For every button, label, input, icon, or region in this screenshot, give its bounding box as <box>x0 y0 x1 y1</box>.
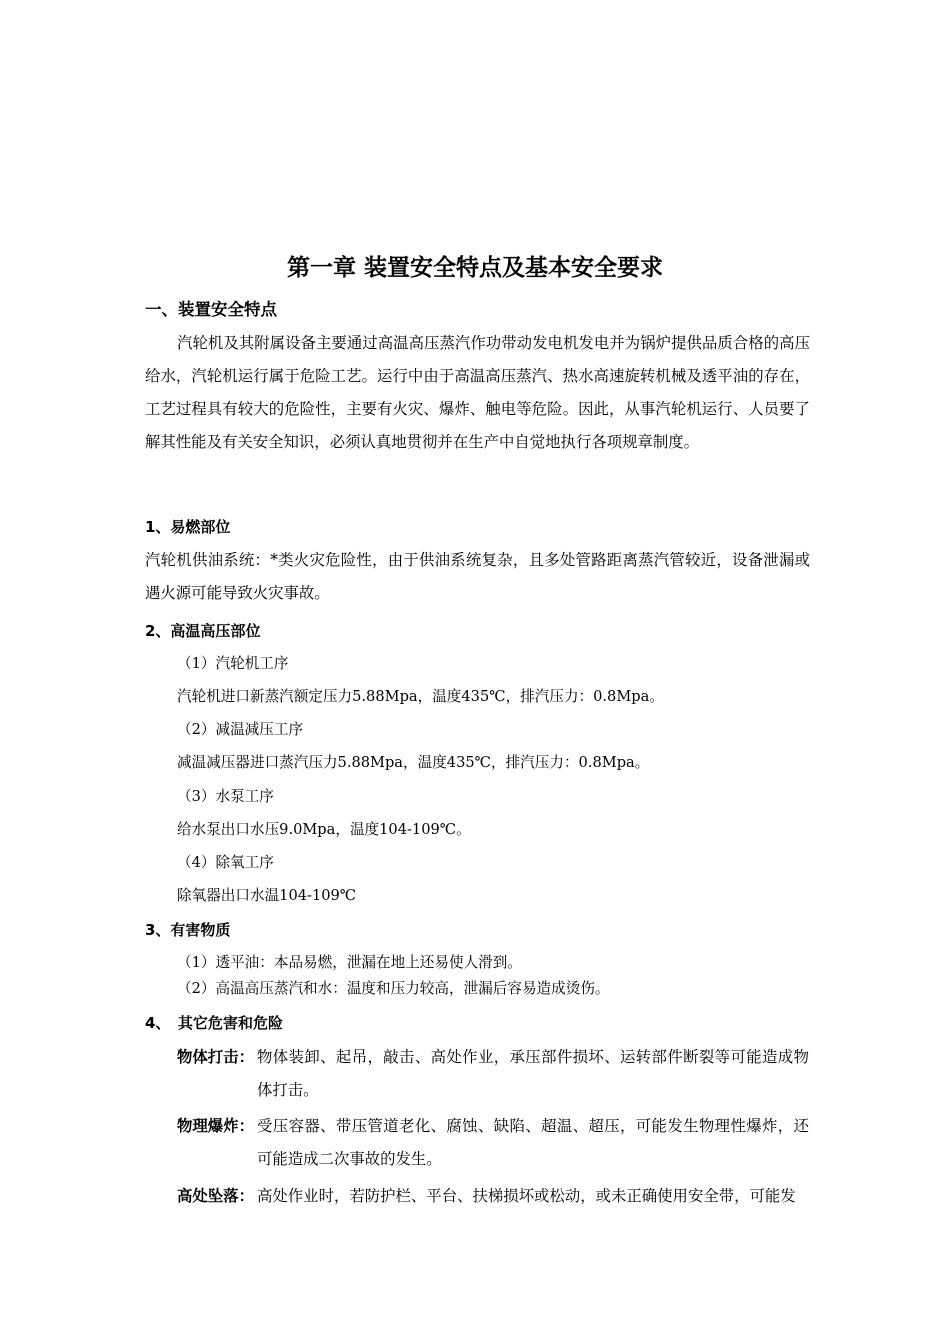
section-heading-safety-features: 一、装置安全特点 <box>145 300 277 319</box>
item-label-pump: （3）水泵工序 <box>177 788 274 805</box>
item-detail-turbine: 汽轮机进口新蒸汽额定压力5.88Mpa，温度435℃，排汽压力：0.8Mpa。 <box>177 688 664 705</box>
chapter-title: 第一章 装置安全特点及基本安全要求 <box>286 255 663 281</box>
flammable-paragraph: 汽轮机供油系统：*类火灾危险性，由于供油系统复杂，且多处管路距离蒸汽管较近，设备泄漏或遇火源可能导致火灾事故。 <box>145 551 810 602</box>
heading-other-hazards: 4、 其它危害和危险 <box>145 1014 283 1032</box>
intro-paragraph: 汽轮机及其附属设备主要通过高温高压蒸汽作功带动发电机发电并为锅炉提供品质合格的高压给水，汽轮机运行属于危险工艺。运行中由于高温高压蒸汽、热水高速旋转机械及透平油的存在，工艺过程具有较大的危险性，主要有火灾、爆炸、触电等危险。因此，从事汽轮机运行、人员要了解其性能及有关安全知识，必须认真地贯彻并在生产中自觉地执行各项规章制度。 <box>145 334 810 451</box>
heading-flammable-parts: 1、易燃部位 <box>145 518 231 536</box>
harmful-item-turbine-oil: （1）透平油：本品易燃，泄漏在地上还易使人滑到。 <box>177 954 522 971</box>
item-detail-deaerator: 除氧器出口水温104-109℃ <box>177 887 357 904</box>
hazard-fall-from-height <box>177 1180 809 1213</box>
hazard-label: 物理爆炸： <box>177 1117 254 1135</box>
item-label-desuperheater: （2）减温减压工序 <box>177 721 304 738</box>
item-detail-desuperheater: 减温减压器进口蒸汽压力5.88Mpa，温度435℃，排汽压力：0.8Mpa。 <box>177 754 650 771</box>
heading-harmful-substances: 3、有害物质 <box>145 921 231 939</box>
hazard-physical-explosion <box>177 1110 809 1176</box>
item-label-turbine: （1）汽轮机工序 <box>177 655 289 672</box>
hazard-text: 物体装卸、起吊，敲击、高处作业，承压部件损坏、运转部件断裂等可能造成物体打击。 <box>257 1048 809 1099</box>
hazard-text: 受压容器、带压管道老化、腐蚀、缺陷、超温、超压，可能发生物理性爆炸，还可能造成二次事故的发生。 <box>257 1117 809 1168</box>
hazard-text: 高处作业时，若防护栏、平台、扶梯损坏或松动，或未正确使用安全带，可能发 <box>257 1187 796 1205</box>
harmful-item-steam-water: （2）高温高压蒸汽和水：温度和压力较高，泄漏后容易造成烫伤。 <box>177 980 610 997</box>
item-detail-pump: 给水泵出口水压9.0Mpa，温度104-109℃。 <box>177 821 471 838</box>
hazard-object-strike <box>177 1041 809 1107</box>
item-label-deaerator: （4）除氧工序 <box>177 854 274 871</box>
heading-high-temp-pressure: 2、高温高压部位 <box>145 622 261 640</box>
hazard-label: 物体打击： <box>177 1048 254 1066</box>
hazard-label: 高处坠落： <box>177 1187 254 1205</box>
